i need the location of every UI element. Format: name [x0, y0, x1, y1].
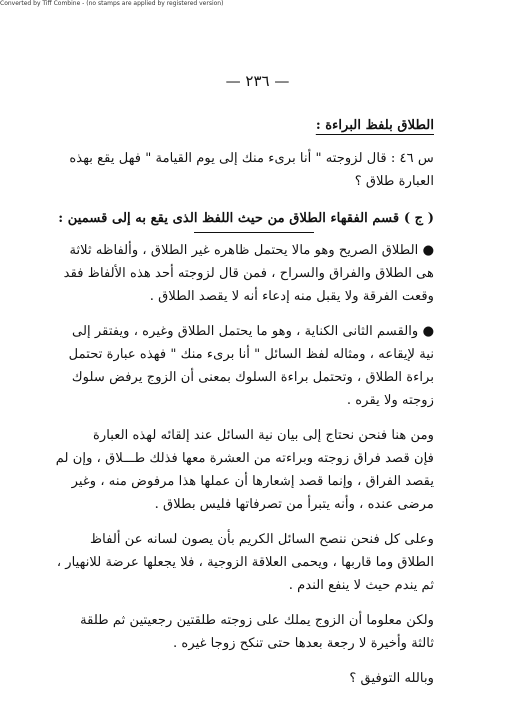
paragraph-line: وعلى كل فنحن ننصح السائل الكريم بأن يصون لسانه عن ألفاظ: [89, 532, 434, 547]
paragraph-line: براءة الطلاق ، وتحتمل براءة السلوك بمعنى أن الزوج يرفض سلوك: [71, 370, 434, 385]
paragraph-line: زوجته ولا يقره .: [346, 393, 434, 408]
paragraph-line: ● والقسم الثانى الكناية ، وهو ما يحتمل الطلاق وغيره ، ويفتقر إلى: [72, 324, 434, 339]
closing-line: [74, 667, 434, 690]
paragraph-line: ثم يندم حيث لا ينفع الندم .: [288, 578, 434, 593]
question: [69, 147, 434, 193]
paragraph-line: نية لإيقاعه ، ومثاله لفظ السائل " أنا برىء منك " فهذه عبارة تحتمل: [68, 347, 434, 362]
closing-text: وبالله التوفيق ؟: [349, 671, 434, 686]
paragraph-line: ● الطلاق الصريح وهو مالا يحتمل ظاهره غير الطلاق ، وألفاظه ثلاثة: [69, 243, 434, 258]
question-line: س ٤٦ : قال لزوجته " أنا برىء منك إلى يوم القيامة " فهل يقع بهذه: [69, 151, 434, 166]
paragraph-line: ومن هنا فنحن نحتاج إلى بيان نية السائل عند إلقائه لهذه العبارة: [92, 428, 434, 443]
heading-text: الطلاق بلفظ البراءة :: [315, 118, 434, 133]
paragraph-advice: [56, 528, 434, 597]
paragraph-line: فإن قصد فراق زوجته وبراءته من العشرة معها فذلك طـــلاق ، وإن لم: [55, 451, 434, 466]
paragraph-line: هى الطلاق والفراق والسراح ، فمن قال لزوجته أحد هذه الألفاظ فقد: [63, 266, 434, 281]
page-number: — ٢٣٦ —: [225, 72, 290, 90]
section-title: [58, 207, 434, 233]
converter-banner: Converted by Tiff Combine - (no stamps are applied by registered version): [0, 0, 224, 7]
paragraph-line: ولكن معلوما أن الزوج يملك على زوجته طلقتين رجعيتين ثم طلقة: [80, 613, 434, 628]
paragraph-line: يقصد الفراق ، وإنما قصد إشعارها أن عملها هذا مرفوض منه ، وغير: [71, 474, 434, 489]
paragraph-line: ثالثة وأخيرة لا رجعة بعدها حتى تنكح زوجا غيره .: [173, 636, 434, 651]
question-line: العبارة طلاق ؟: [354, 174, 434, 189]
paragraph-line: مرضى عنده ، وأنه يتبرأ من تصرفاتها فليس بطلاق .: [154, 497, 434, 512]
page-body: [55, 114, 434, 690]
paragraph-line: وقعت الفرقة ولا يقبل منه إدعاء أنه لا يقصد الطلاق .: [149, 289, 434, 304]
paragraph-intention: [55, 424, 434, 516]
heading: [74, 114, 434, 137]
paragraph-revocable-divorces: [74, 609, 434, 655]
paragraph-explicit-divorce: [63, 239, 434, 308]
paragraph-implicit-divorce: [68, 320, 434, 412]
section-title-text: ( ج ) قسم الفقهاء الطلاق من حيث اللفظ الذى يقع به إلى قسمين :: [58, 211, 434, 226]
paragraph-line: الطلاق وما قاربها ، ويحمى العلاقة الزوجية ، فلا يجعلها عرضة للانهيار ،: [56, 555, 434, 570]
title-underline: [194, 232, 314, 233]
